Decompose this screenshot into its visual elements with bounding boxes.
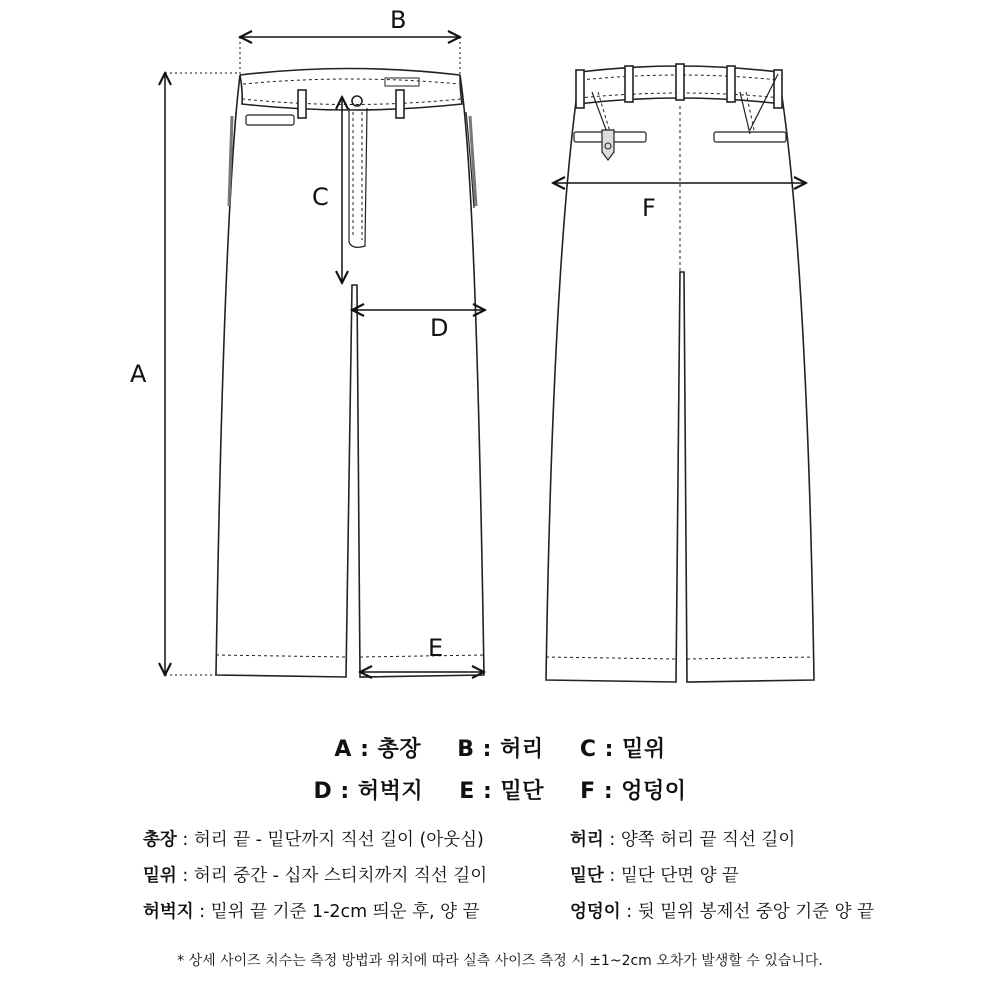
desc-waist: 허리 : 양쪽 허리 끝 직선 길이 bbox=[570, 830, 796, 850]
label-B: B bbox=[390, 6, 407, 34]
legend-item-F: F : 엉덩이 bbox=[580, 779, 687, 804]
legend-row-2 bbox=[0, 774, 1000, 805]
legend-item-E: E : 밑단 bbox=[459, 779, 544, 804]
desc-thigh: 허벅지 : 밑위 끝 기준 1-2cm 띄운 후, 양 끝 bbox=[143, 902, 480, 922]
front-view-pants bbox=[216, 69, 484, 678]
label-A: A bbox=[130, 360, 147, 388]
legend-item-B: B : 허리 bbox=[457, 737, 544, 762]
label-D: D bbox=[430, 314, 449, 342]
legend-item-D: D : 허벅지 bbox=[313, 779, 424, 804]
desc-hem: 밑단 : 밑단 단면 양 끝 bbox=[570, 866, 739, 886]
legend-item-C: C : 밑위 bbox=[579, 737, 666, 762]
label-E: E bbox=[428, 634, 444, 662]
legend-row-1 bbox=[0, 732, 1000, 763]
desc-total-length: 총장 : 허리 끝 - 밑단까지 직선 길이 (아웃심) bbox=[143, 830, 484, 850]
label-C: C bbox=[312, 183, 329, 211]
back-view-pants bbox=[546, 64, 814, 682]
desc-hip: 엉덩이 : 뒷 밑위 봉제선 중앙 기준 양 끝 bbox=[570, 902, 874, 922]
footnote: * 상세 사이즈 치수는 측정 방법과 위치에 따라 실측 사이즈 측정 시 ±1~2cm 오차가 발생할 수 있습니다. bbox=[177, 953, 823, 969]
legend-item-A: A : 총장 bbox=[334, 737, 422, 762]
desc-rise: 밑위 : 허리 중간 - 십자 스티치까지 직선 길이 bbox=[143, 866, 488, 886]
label-F: F bbox=[642, 194, 656, 222]
